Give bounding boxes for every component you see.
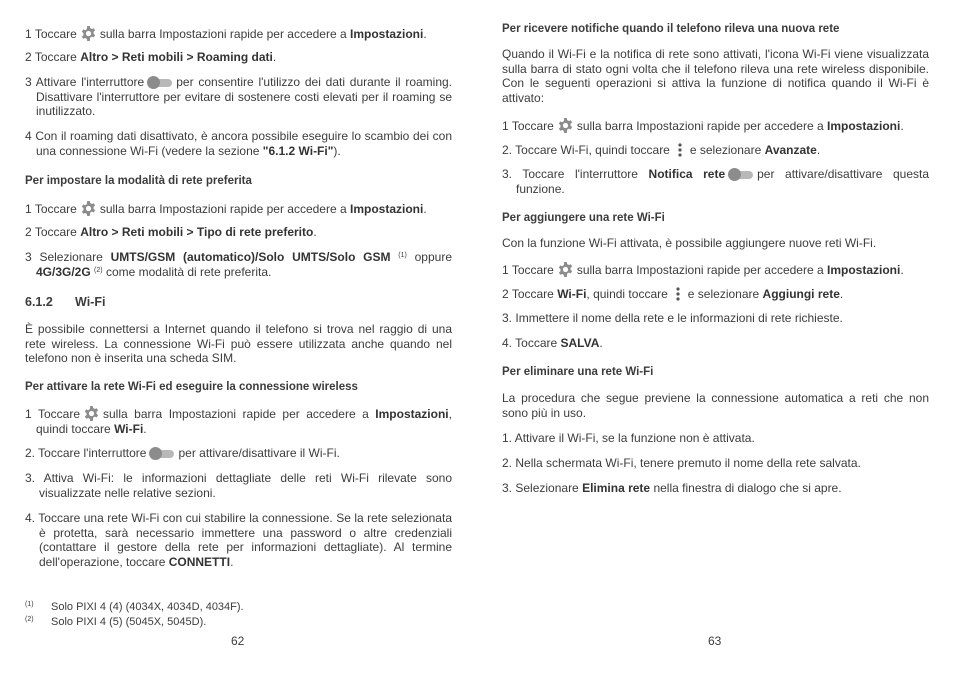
add-step-1: 1 Toccare sulla barra Impostazioni rapide per accedere a Impostazioni. [502,263,904,277]
toggle-switch-icon [728,169,754,180]
roaming-step-4: 4 Con il roaming dati disattivato, è ancora possibile eseguire lo scambio dei con una connessione Wi-Fi (vedere la sezione "6.1.2 Wi-Fi"). [25,129,452,158]
toggle-switch-icon [147,77,173,88]
notify-step-3: 3. Toccare l'interruttore Notifica rete per attivare/disattivare questa funzione. [502,167,930,196]
more-vert-icon [670,142,690,158]
roaming-step-2: 2 Toccare Altro > Reti mobili > Roaming dati. [25,50,277,64]
gear-icon [80,200,97,217]
more-vert-icon [668,286,688,302]
add-network-intro: Con la funzione Wi-Fi attivata, è possibile aggiungere nuove reti Wi-Fi. [502,236,877,250]
page-number-left: 62 [231,634,245,648]
notify-step-2: 2. Toccare Wi-Fi, quindi toccare e selezionare Avanzate. [502,143,821,157]
gear-icon [83,405,100,422]
activate-step-3: 3. Attiva Wi-Fi: le informazioni dettagliate delle reti Wi-Fi rilevate sono visualizzate nelle relative sezioni. [25,471,452,500]
add-network-heading: Per aggiungere una rete Wi-Fi [502,212,665,224]
footnote-1: (1) Solo PIXI 4 (4) (4034X, 4034D, 4034F). [25,601,244,613]
activate-step-1: 1 Toccare sulla barra Impostazioni rapide per accedere a Impostazioni, quindi toccare Wi-Fi. [25,407,452,436]
remove-network-intro: La procedura che segue previene la connessione automatica a reti che non sono più in uso. [502,391,929,420]
pref-step-1: 1 Toccare sulla barra Impostazioni rapide per accedere a Impostazioni. [25,202,427,216]
roaming-step-1: 1 Toccare sulla barra Impostazioni rapide per accedere a Impostazioni. [25,27,427,41]
pref-step-3: 3 Selezionare UMTS/GSM (automatico)/Solo UMTS/Solo GSM $^{(1)}$ oppure 4G/3G/2G $^{(2)}$ come modalità di rete preferita. [25,250,452,279]
pref-network-heading: Per impostare la modalità di rete preferita [25,175,252,187]
pref-step-2: 2 Toccare Altro > Reti mobili > Tipo di rete preferito. [25,225,317,239]
add-step-3: 3. Immettere il nome della rete e le informazioni di rete richieste. [502,311,843,325]
add-step-2: 2 Toccare Wi-Fi, quindi toccare e selezionare Aggiungi rete. [502,287,844,301]
add-step-4: 4. Toccare SALVA. [502,336,603,350]
activate-step-2: 2. Toccare l'interruttore per attivare/disattivare il Wi-Fi. [25,446,340,460]
activate-step-4: 4. Toccare una rete Wi-Fi con cui stabilire la connessione. Se la rete selezionata è protetta, sarà necessario immettere una password o altre credenziali (contattare il gestore della rete per informazioni dettagliate). Al termine dell'operazione, toccare CONNETTI. [25,511,452,569]
gear-icon [80,25,97,42]
page-number-right: 63 [708,634,722,648]
footnote-2: (2) Solo PIXI 4 (5) (5045X, 5045D). [25,616,207,628]
remove-step-1: 1. Attivare il Wi-Fi, se la funzione non è attivata. [502,431,755,445]
remove-step-3: 3. Selezionare Elimina rete nella finestra di dialogo che si apre. [502,481,842,495]
wifi-intro: È possibile connettersi a Internet quando il telefono si trova nel raggio di una rete wireless. La connessione Wi-Fi può essere utilizzata anche quando nel telefono non è inserita una scheda SIM. [25,322,452,365]
toggle-switch-icon [149,448,175,459]
notify-heading: Per ricevere notifiche quando il telefono rileva una nuova rete [502,23,840,35]
gear-icon [557,117,574,134]
gear-icon [557,261,574,278]
section-title-wifi: 6.1.2 Wi-Fi [25,295,106,309]
remove-step-2: 2. Nella schermata Wi-Fi, tenere premuto il nome della rete salvata. [502,456,861,470]
notify-step-1: 1 Toccare sulla barra Impostazioni rapide per accedere a Impostazioni. [502,119,904,133]
roaming-step-3: 3 Attivare l'interruttore per consentire l'utilizzo dei dati durante il roaming. Disattivare l'interruttore per evitare di sostenere costi elevati per il roaming se inutilizzato. [25,75,453,118]
remove-network-heading: Per eliminare una rete Wi-Fi [502,366,654,378]
notify-intro: Quando il Wi-Fi e la notifica di rete sono attivati, l'icona Wi-Fi viene visualizzata sulla barra di stato ogni volta che il telefono rileva una rete wireless disponibile. Con le seguenti operazioni si attiva la funzione di notifica quando il Wi-Fi è attivato: [502,47,929,105]
activate-wifi-heading: Per attivare la rete Wi-Fi ed eseguire la connessione wireless [25,381,358,393]
